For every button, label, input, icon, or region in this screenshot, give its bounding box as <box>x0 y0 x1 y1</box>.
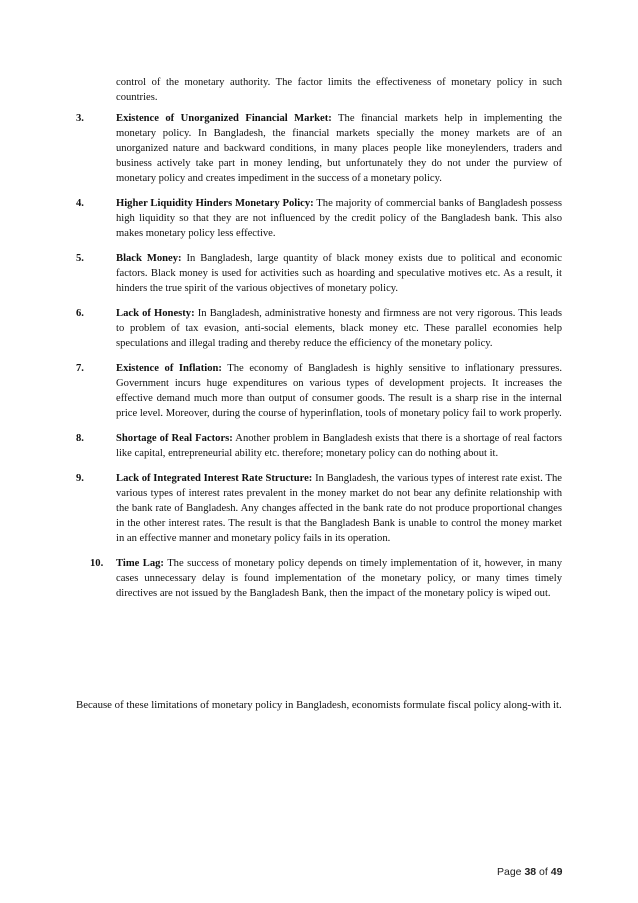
item-heading: Lack of Integrated Interest Rate Structure: <box>116 473 313 484</box>
list-item <box>76 471 562 546</box>
item-number: 10. <box>90 558 104 569</box>
page-number-footer <box>497 866 562 878</box>
list-item <box>76 361 562 421</box>
page-separator: of <box>536 866 551 878</box>
item-heading: Existence of Inflation: <box>116 363 222 374</box>
item-number: 9. <box>76 473 84 484</box>
item-text: In Bangladesh, administrative honesty and firmness are not very rigorous. This leads to problem of tax evasion, anti-social elements, black money etc. These parallel economies help speculations and illegal trading and thereby reduce the efficiency of the monetary policy. <box>116 308 562 349</box>
list-item <box>76 111 562 186</box>
item-number: 3. <box>76 113 84 124</box>
item-heading: Higher Liquidity Hinders Monetary Policy: <box>116 198 314 209</box>
item-number: 5. <box>76 253 84 264</box>
item-heading: Time Lag: <box>116 558 164 569</box>
item-text: Another problem in Bangladesh exists that there is a shortage of real factors like capital, entrepreneurial ability etc. therefore; monetary policy can do nothing about it. <box>116 433 562 459</box>
item-heading: Shortage of Real Factors: <box>116 433 233 444</box>
list-item <box>76 196 562 241</box>
item-text: The majority of commercial banks of Bangladesh possess high liquidity so that they are not influenced by the credit policy of the Bangladesh bank. This also makes monetary policy less effective. <box>116 198 563 239</box>
item-number: 4. <box>76 198 84 209</box>
item-heading: Black Money: <box>116 253 182 264</box>
list-item <box>76 431 562 461</box>
page-prefix: Page <box>497 866 525 878</box>
total-pages: 49 <box>550 866 563 878</box>
numbered-list <box>76 75 562 611</box>
current-page: 38 <box>524 866 537 878</box>
item-number: 8. <box>76 433 84 444</box>
conclusion-paragraph: Because of these limitations of monetary policy in Bangladesh, economists formulate fiscal policy along-with it. <box>76 699 562 711</box>
item-number: 7. <box>76 363 84 374</box>
item-text: In Bangladesh, large quantity of black money exists due to political and economic factors. Black money is used for activities such as hoarding and speculative motives etc. As a result, it hinders the true spirit of the various objectives of monetary policy. <box>116 253 563 294</box>
item-text: In Bangladesh, the various types of interest rate exist. The various types of interest rates prevalent in the money market do not bear any definite relationship with the bank rate of Bangladesh. Any changes affected in the bank rate do not produce proportional changes in the other interest rates. The result is that the Bangladesh Bank is unable to control the money market in an effective manner and monetary policy fails in its operation. <box>116 473 562 544</box>
continuation-text: control of the monetary authority. The factor limits the effectiveness of monetary policy in such countries. <box>116 77 562 103</box>
item-text: The financial markets help in implementing the monetary policy. In Bangladesh, the financial markets specially the money markets are of an unorganized nature and backward conditions, in many places people like moneylenders, traders and business actively take part in money lending, but unfortunately they do not under the purview of monetary policy and creates impediment in the success of a monetary policy. <box>116 113 562 184</box>
item-heading: Lack of Honesty: <box>116 308 195 319</box>
list-item <box>76 251 562 296</box>
item-number: 6. <box>76 308 84 319</box>
item-text: The success of monetary policy depends on timely implementation of it, however, in many cases unnecessary delay is found implementation of the monetary policy, or many times timely directives are not issued by the Bangladesh Bank, then the impact of the monetary policy is wiped out. <box>116 558 562 599</box>
item-text: The economy of Bangladesh is highly sensitive to inflationary pressures. Government incurs huge expenditures on various types of development projects. It increases the effective demand much more than output of consumer goods. The result is a sharp rise in the internal price level. Moreover, during the course of hyperinflation, tools of monetary policy fail to work properly. <box>116 363 562 419</box>
list-item <box>76 556 562 601</box>
item-heading: Existence of Unorganized Financial Market: <box>116 113 332 124</box>
list-item <box>76 306 562 351</box>
